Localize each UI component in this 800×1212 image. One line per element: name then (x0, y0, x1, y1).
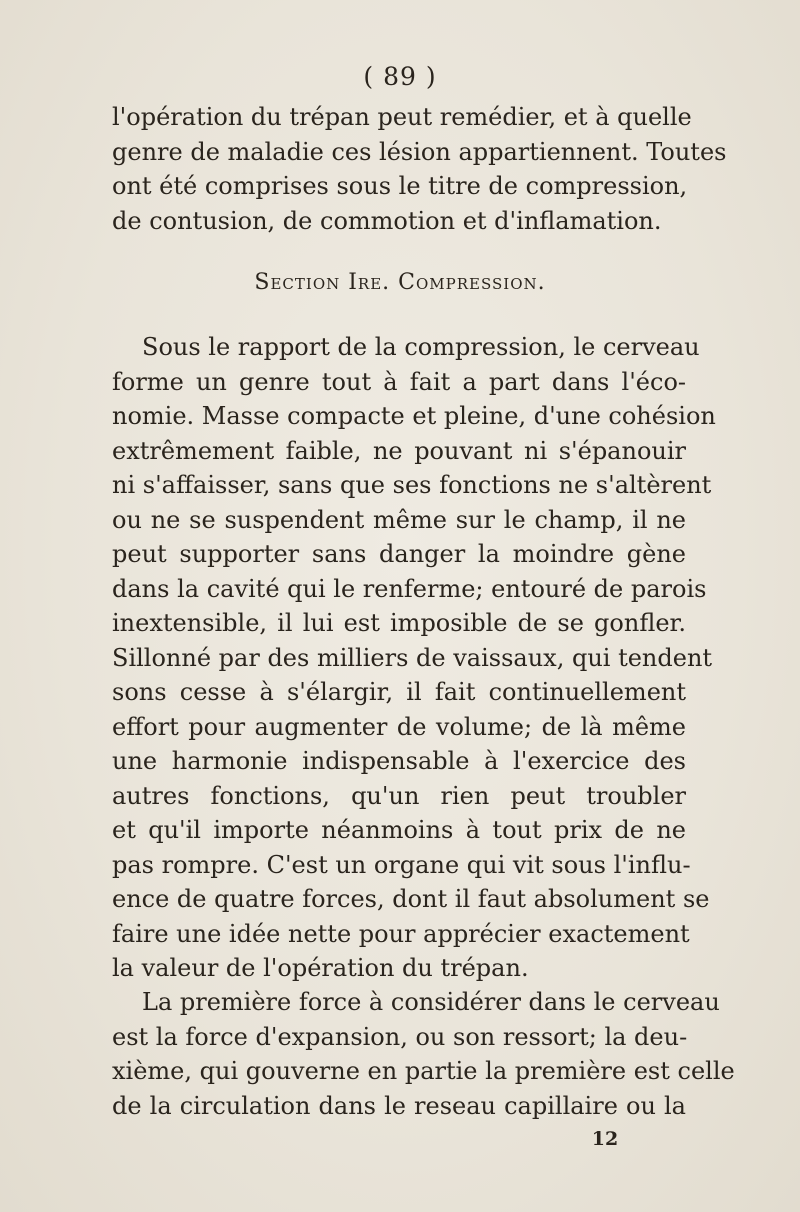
text-line: ence de quatre forces, dont il faut absolument se (112, 885, 710, 913)
text-line: de contusion, de commotion et d'inflamation. (112, 206, 662, 235)
text-line: autres fonctions, qu'un rien peut troubler (112, 781, 686, 810)
intro-paragraph (112, 100, 727, 238)
text-line: la valeur de l'opération du trépan. (112, 954, 529, 982)
text-line: La première force à considérer dans le cerveau (142, 988, 720, 1016)
text-line: dans la cavité qui le renferme; entouré de parois (112, 574, 707, 603)
text-line: ni s'affaisser, sans que ses fonctions ne s'altèrent (112, 471, 712, 499)
text-line: pas rompre. C'est un organe qui vit sous l'influ- (112, 850, 691, 879)
text-line: nomie. Masse compacte et pleine, d'une cohésion (112, 402, 716, 430)
text-line: et qu'il importe néanmoins à tout prix de ne (112, 816, 686, 844)
text-line: faire une idée nette pour apprécier exactement (112, 919, 690, 948)
text-line: Sillonné par des milliers de vaissaux, qui tendent (112, 643, 713, 672)
text-line: de la circulation dans le reseau capillaire ou la (112, 1091, 686, 1120)
text-line: l'opération du trépan peut remédier, et à quelle (112, 103, 692, 131)
text-line: effort pour augmenter de volume; de là même (112, 712, 686, 741)
text-line: sons cesse à s'élargir, il fait continuellement (112, 678, 686, 706)
text-line: xième, qui gouverne en partie la première est celle (112, 1057, 735, 1085)
text-line: ou ne se suspendent même sur le champ, il ne (112, 505, 686, 534)
text-line: une harmonie indispensable à l'exercice des (112, 747, 686, 775)
signature-mark: 12 (591, 1128, 619, 1150)
body-paragraph (112, 330, 716, 986)
text-line: forme un genre tout à fait a part dans l'éco- (112, 367, 686, 396)
page-number: ( 89 ) (363, 62, 437, 91)
text-line: peut supporter sans danger la moindre gène (112, 540, 686, 568)
text-line: genre de maladie ces lésion appartiennent. Toutes (112, 137, 727, 166)
text-line: extrêmement faible, ne pouvant ni s'épanouir (112, 436, 686, 465)
body-paragraph-2 (112, 985, 735, 1123)
text-line: Sous le rapport de la compression, le cerveau (142, 333, 700, 361)
section-heading: Section Ire. Compression. (254, 270, 546, 295)
text-line: inextensible, il lui est imposible de se gonfler. (112, 609, 686, 637)
text-line: ont été comprises sous le titre de compression, (112, 172, 688, 200)
text-line: est la force d'expansion, ou son ressort; la deu- (112, 1022, 688, 1051)
